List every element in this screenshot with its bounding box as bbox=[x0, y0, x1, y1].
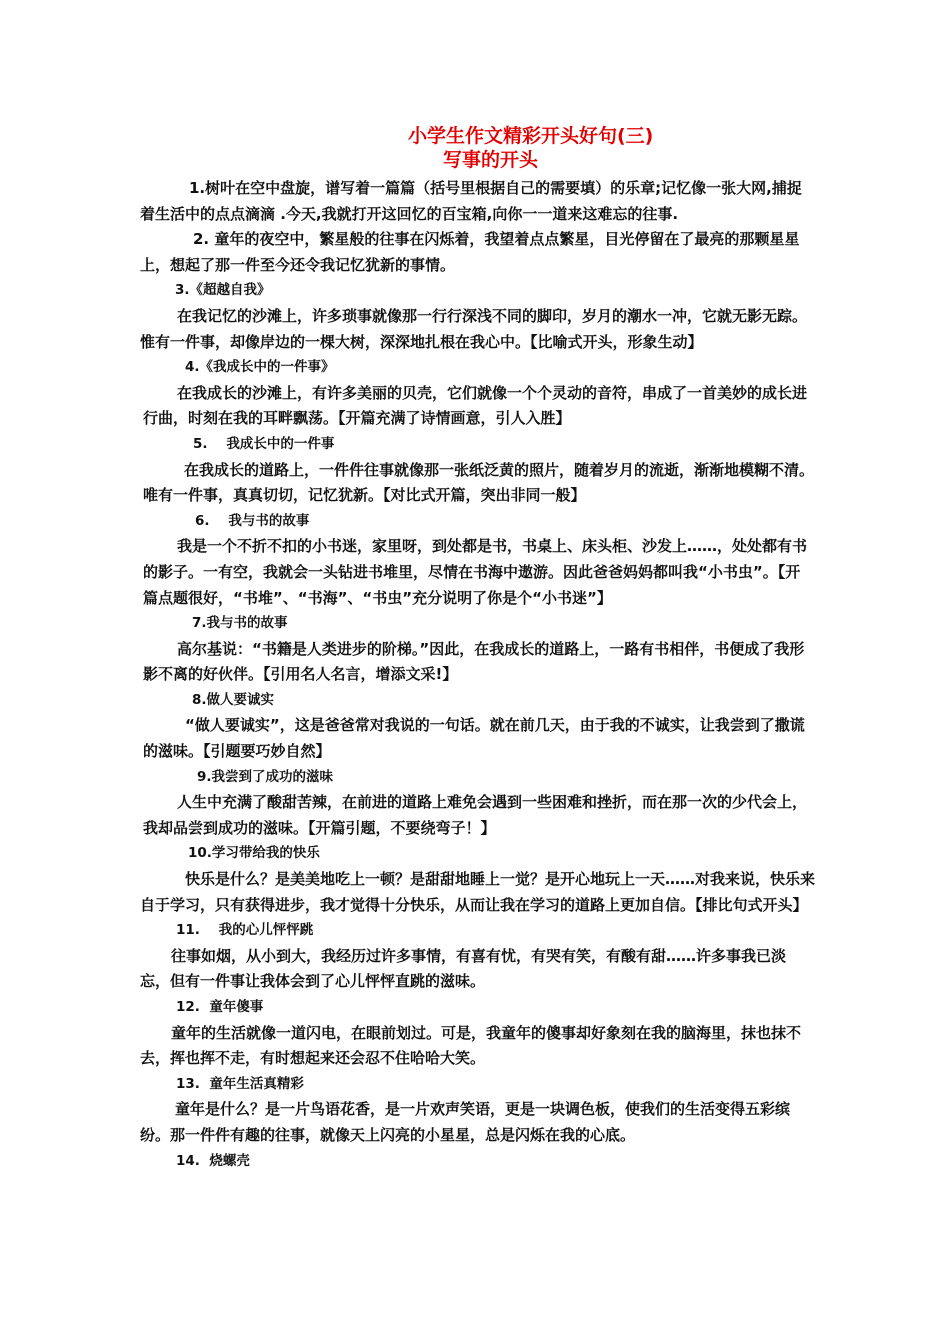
paragraph: 1.树叶在空中盘旋，谱写着一篇篇（括号里根据自己的需要填）的乐章;记忆像一张大网,捕捉着生活中的点点滴滴 .今天,我就打开这回忆的百宝箱,向你一一道来这难忘的往事. bbox=[140, 179, 802, 223]
paragraph: 童年是什么？是一片鸟语花香，是一片欢声笑语，更是一块调色板，使我们的生活变得五彩缤纷。那一件件有趣的往事，就像天上闪亮的小星星，总是闪烁在我的心底。 bbox=[140, 1100, 791, 1144]
document-subtitle: 写事的开头 bbox=[443, 149, 539, 171]
item-heading: 3.《超越自我》 bbox=[175, 282, 271, 299]
item-heading: 13. 童年生活真精彩 bbox=[176, 1075, 304, 1092]
paragraph: 在我成长的沙滩上，有许多美丽的贝壳，它们就像一个个灵动的音符，串成了一首美妙的成长进行曲，时刻在我的耳畔飘荡。【开篇充满了诗情画意，引人入胜】 bbox=[143, 383, 808, 428]
item-heading: 9.我尝到了成功的滋味 bbox=[197, 768, 334, 785]
paragraph: 往事如烟，从小到大，我经历过许多事情，有喜有忧，有哭有笑，有酸有甜……许多事我已淡忘，但有一件事让我体会到了心儿怦怦直跳的滋味。 bbox=[140, 946, 787, 991]
item-heading: 12. 童年傻事 bbox=[176, 999, 264, 1015]
item-heading: 14. 烧螺壳 bbox=[176, 1152, 250, 1169]
item-heading: 4.《我成长中的一件事》 bbox=[185, 359, 335, 376]
item-heading: 8.做人要诚实 bbox=[192, 691, 275, 708]
paragraph: 童年的生活就像一道闪电，在眼前划过。可是，我童年的傻事却好象刻在我的脑海里，抹也抹不去，挥也挥不走，有时想起来还会忍不住哈哈大笑。 bbox=[140, 1023, 802, 1068]
paragraph: 我是一个不折不扣的小书迷，家里呀，到处都是书，书桌上、床头柜、沙发上……，处处都有书的影子。一有空，我就会一头钻进书堆里，尽情在书海中遨游。因此爸爸妈妈都叫我“小书虫”。【开篇点题很好，“书堆”、“书海”、“书虫”充分说明了你是个“小书迷”】 bbox=[143, 537, 808, 607]
item-heading: 5. 我成长中的一件事 bbox=[193, 435, 335, 452]
document-body bbox=[140, 176, 816, 1174]
item-heading: 11. 我的心儿怦怦跳 bbox=[176, 922, 314, 939]
paragraph: 在我成长的道路上，一件件往事就像那一张纸泛黄的照片，随着岁月的流逝，渐渐地模糊不清。唯有一件事，真真切切，记忆犹新。【对比式开篇，突出非同一般】 bbox=[143, 460, 815, 505]
paragraph: 快乐是什么？是美美地吃上一顿？是甜甜地睡上一觉？是开心地玩上一天……对我来说，快乐来自于学习，只有获得进步，我才觉得十分快乐，从而让我在学习的道路上更加自信。【排比句式开头】 bbox=[140, 870, 816, 914]
paragraph: 在我记忆的沙滩上，许多琐事就像那一行行深浅不同的脚印，岁月的潮水一冲，它就无影无踪。惟有一件事，却像岸边的一棵大树，深深地扎根在我心中。【比喻式开头，形象生动】 bbox=[140, 306, 808, 351]
document-title: 小学生作文精彩开头好句(三) bbox=[408, 125, 654, 147]
item-heading: 7.我与书的故事 bbox=[192, 615, 288, 632]
paragraph: “做人要诚实”，这是爸爸常对我说的一句话。就在前几天，由于我的不诚实，让我尝到了撒谎的滋味。【引题要巧妙自然】 bbox=[143, 716, 805, 761]
paragraph: 2. 童年的夜空中，繁星般的往事在闪烁着，我望着点点繁星，目光停留在了最亮的那颗星星上，想起了那一件至今还令我记忆犹新的事情。 bbox=[140, 230, 800, 274]
item-heading: 6. 我与书的故事 bbox=[195, 512, 310, 529]
paragraph: 人生中充满了酸甜苦辣，在前进的道路上难免会遇到一些困难和挫折，而在那一次的少代会上，我却品尝到成功的滋味。【开篇引题，不要绕弯子！】 bbox=[143, 793, 808, 837]
paragraph: 高尔基说：“书籍是人类进步的阶梯。”因此，在我成长的道路上，一路有书相伴，书便成了我形影不离的好伙伴。【引用名人名言，增添文采!】 bbox=[143, 639, 805, 684]
item-heading: 10.学习带给我的快乐 bbox=[188, 845, 320, 862]
